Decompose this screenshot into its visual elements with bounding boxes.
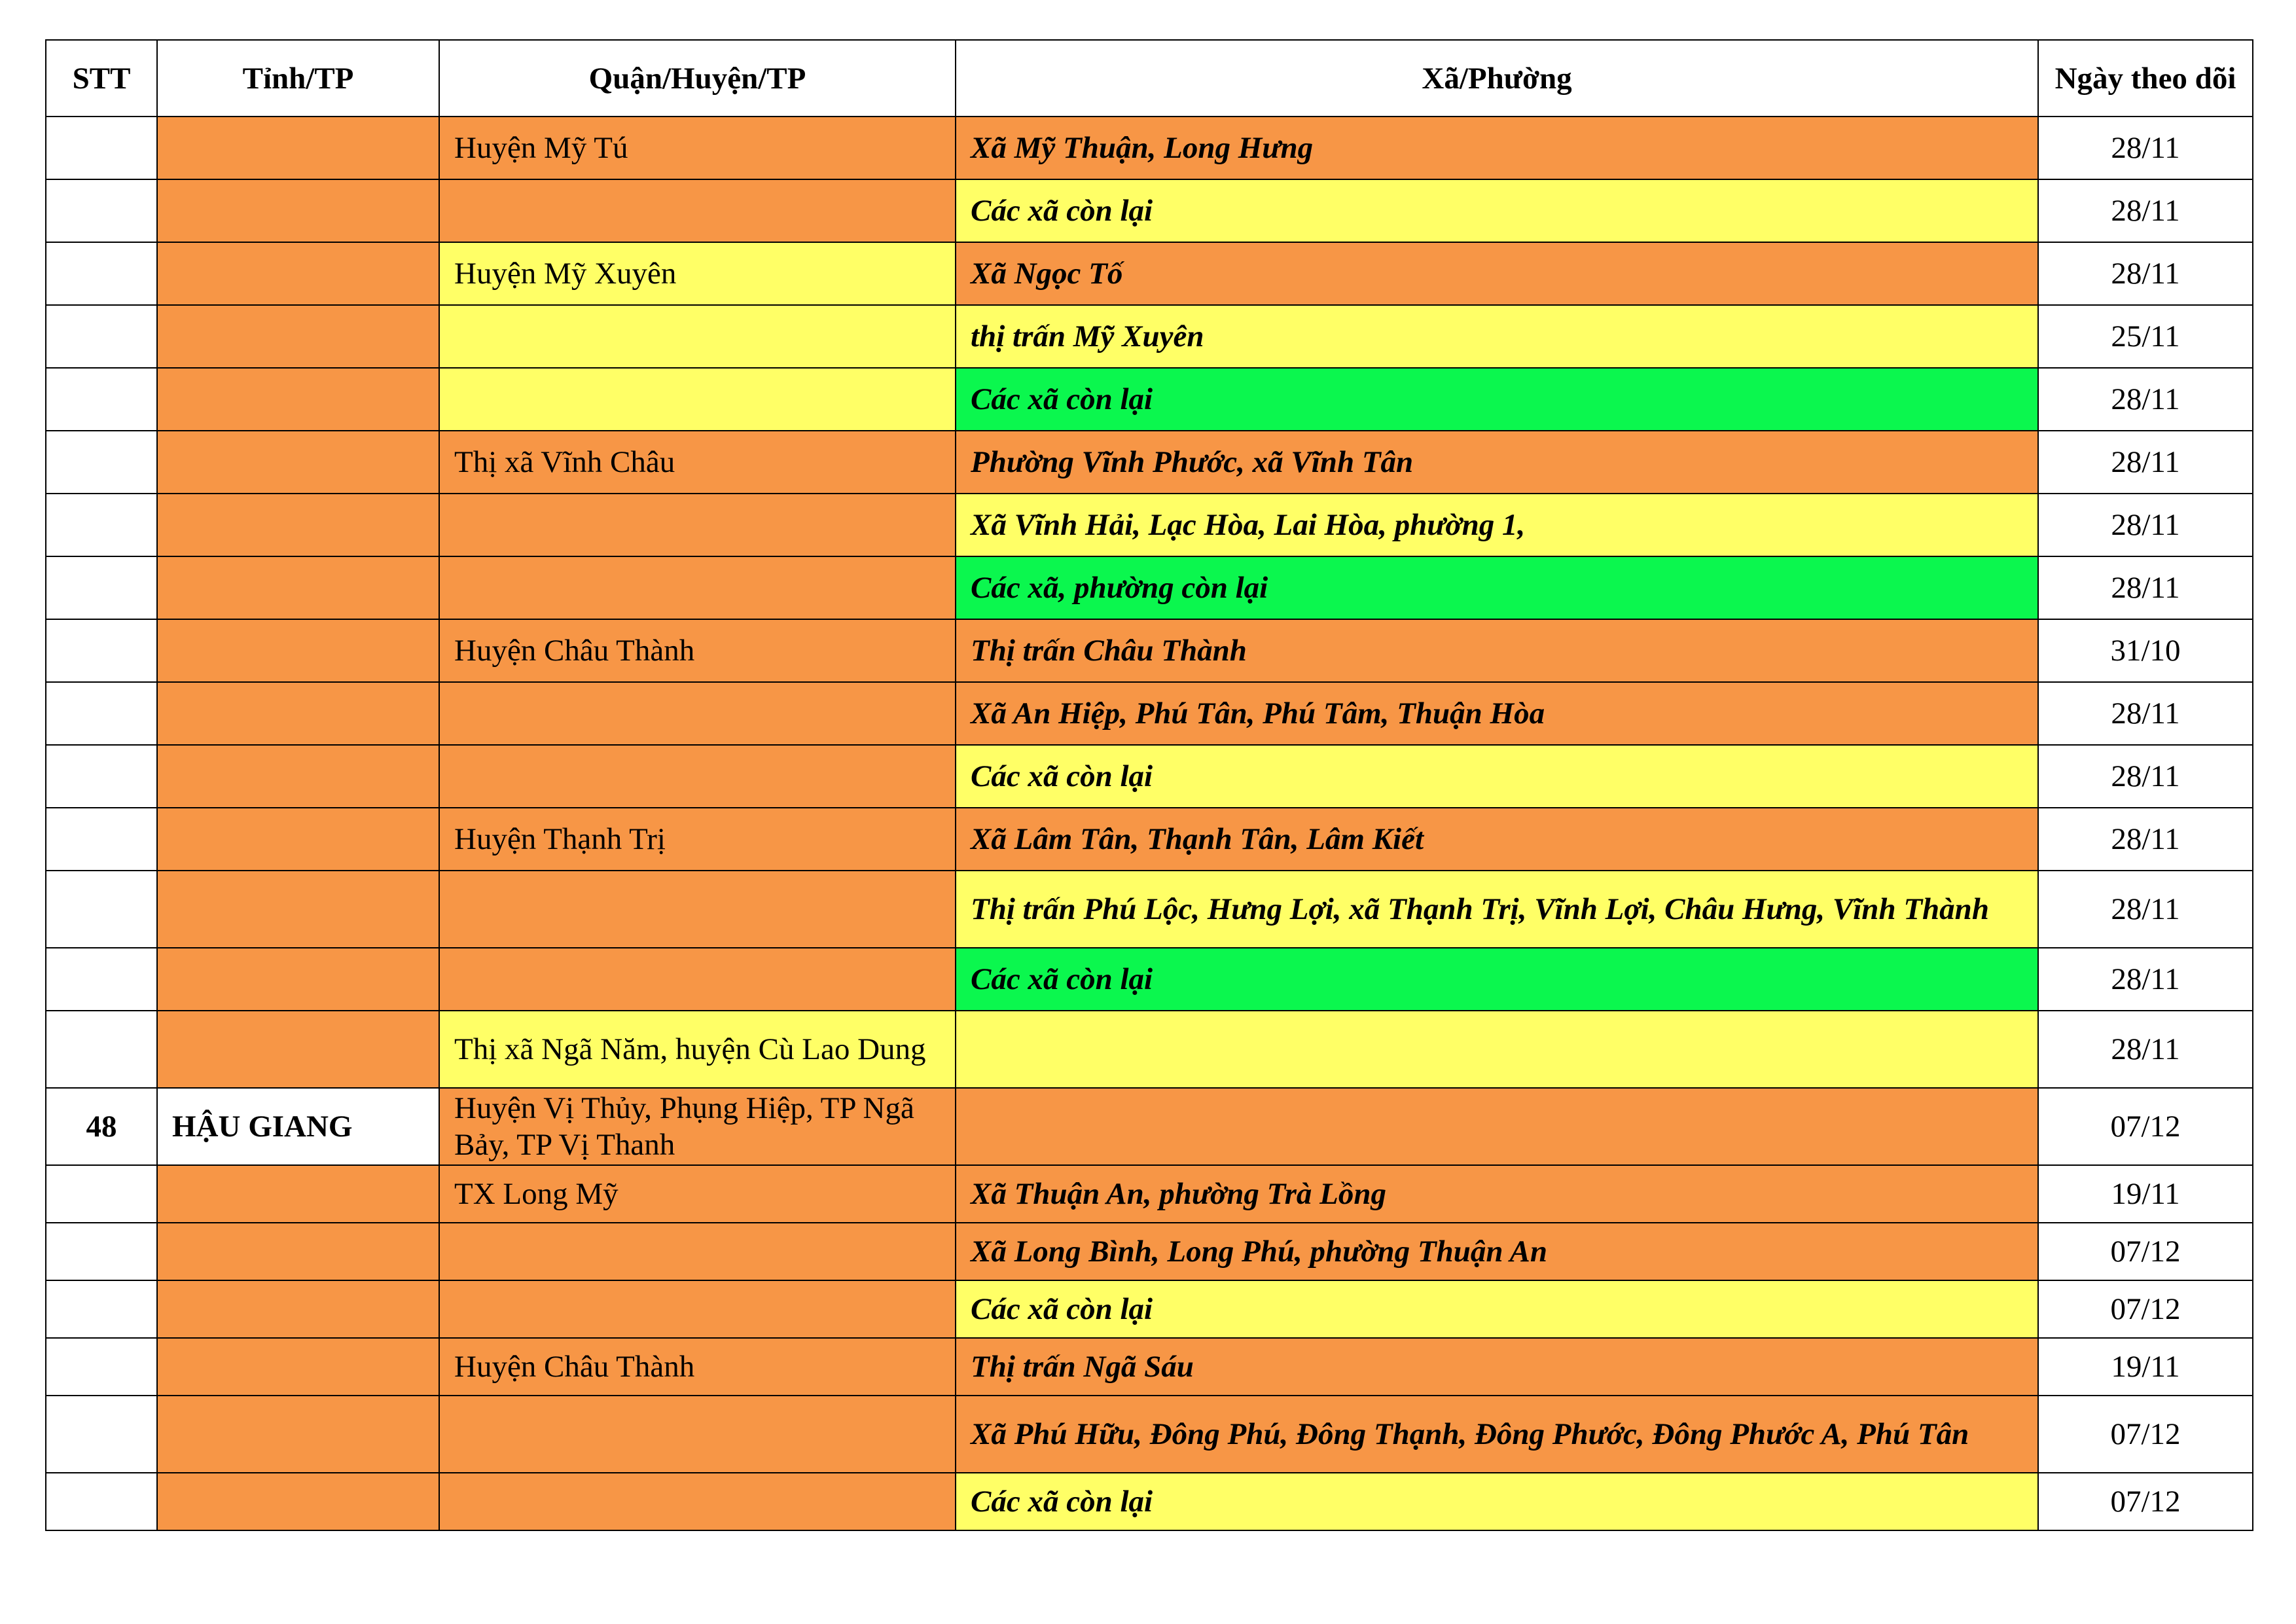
stt-cell	[46, 242, 157, 305]
ward-cell: Các xã còn lại	[956, 745, 2038, 808]
stt-cell	[46, 808, 157, 871]
table-row	[46, 682, 2253, 745]
ward-cell	[956, 1088, 2038, 1165]
ward-cell: Xã Mỹ Thuận, Long Hưng	[956, 117, 2038, 179]
date-cell: 28/11	[2038, 556, 2253, 619]
header-stt: STT	[46, 40, 157, 117]
ward-cell: thị trấn Mỹ Xuyên	[956, 305, 2038, 368]
stt-cell	[46, 1280, 157, 1338]
date-cell: 28/11	[2038, 1011, 2253, 1088]
header-district: Quận/Huyện/TP	[439, 40, 956, 117]
header-ward: Xã/Phường	[956, 40, 2038, 117]
province-cell	[157, 1396, 439, 1473]
province-cell	[157, 619, 439, 682]
table-row	[46, 242, 2253, 305]
ward-cell: Các xã còn lại	[956, 368, 2038, 431]
district-cell	[439, 494, 956, 556]
stt-cell	[46, 1223, 157, 1280]
province-cell	[157, 1011, 439, 1088]
stt-cell	[46, 1338, 157, 1396]
table-row	[46, 1338, 2253, 1396]
district-cell	[439, 682, 956, 745]
district-cell	[439, 1473, 956, 1530]
stt-cell	[46, 431, 157, 494]
stt-cell	[46, 117, 157, 179]
stt-cell	[46, 1396, 157, 1473]
district-cell: Huyện Mỹ Tú	[439, 117, 956, 179]
province-cell	[157, 1338, 439, 1396]
district-cell	[439, 179, 956, 242]
ward-cell: Xã Thuận An, phường Trà Lồng	[956, 1165, 2038, 1223]
stt-cell	[46, 368, 157, 431]
table-row	[46, 948, 2253, 1011]
province-cell	[157, 556, 439, 619]
table-row	[46, 1088, 2253, 1165]
province-cell: HẬU GIANG	[157, 1088, 439, 1165]
stt-cell	[46, 619, 157, 682]
stt-cell	[46, 871, 157, 948]
stt-cell	[46, 1165, 157, 1223]
district-cell	[439, 556, 956, 619]
ward-cell: Các xã còn lại	[956, 179, 2038, 242]
district-cell: Huyện Châu Thành	[439, 1338, 956, 1396]
province-cell	[157, 1165, 439, 1223]
date-cell: 07/12	[2038, 1396, 2253, 1473]
ward-cell: Các xã còn lại	[956, 948, 2038, 1011]
table-row	[46, 1473, 2253, 1530]
province-cell	[157, 431, 439, 494]
district-cell	[439, 305, 956, 368]
district-cell: Huyện Thạnh Trị	[439, 808, 956, 871]
province-cell	[157, 948, 439, 1011]
stt-cell	[46, 494, 157, 556]
table-row	[46, 1396, 2253, 1473]
table-row	[46, 1223, 2253, 1280]
province-cell	[157, 808, 439, 871]
date-cell: 07/12	[2038, 1473, 2253, 1530]
district-cell	[439, 948, 956, 1011]
date-cell: 28/11	[2038, 808, 2253, 871]
province-cell	[157, 242, 439, 305]
district-cell: Huyện Vị Thủy, Phụng Hiệp, TP Ngã Bảy, TP Vị Thanh	[439, 1088, 956, 1165]
district-cell	[439, 871, 956, 948]
table-row	[46, 431, 2253, 494]
ward-cell: Các xã còn lại	[956, 1280, 2038, 1338]
table-row	[46, 179, 2253, 242]
date-cell: 28/11	[2038, 431, 2253, 494]
stt-cell	[46, 556, 157, 619]
stt-cell	[46, 1473, 157, 1530]
date-cell: 28/11	[2038, 117, 2253, 179]
date-cell: 28/11	[2038, 242, 2253, 305]
table-row	[46, 556, 2253, 619]
table-row	[46, 1011, 2253, 1088]
date-cell: 28/11	[2038, 948, 2253, 1011]
table-row	[46, 1280, 2253, 1338]
district-cell	[439, 1396, 956, 1473]
date-cell: 28/11	[2038, 871, 2253, 948]
zone-table	[45, 39, 2253, 1531]
district-cell: Thị xã Ngã Năm, huyện Cù Lao Dung	[439, 1011, 956, 1088]
table-row	[46, 305, 2253, 368]
table-row	[46, 619, 2253, 682]
date-cell: 19/11	[2038, 1338, 2253, 1396]
stt-cell	[46, 682, 157, 745]
province-cell	[157, 1473, 439, 1530]
date-cell: 07/12	[2038, 1280, 2253, 1338]
date-cell: 28/11	[2038, 745, 2253, 808]
table-row	[46, 117, 2253, 179]
district-cell	[439, 368, 956, 431]
district-cell	[439, 745, 956, 808]
ward-cell: Các xã, phường còn lại	[956, 556, 2038, 619]
ward-cell: Các xã còn lại	[956, 1473, 2038, 1530]
date-cell: 28/11	[2038, 368, 2253, 431]
date-cell: 07/12	[2038, 1088, 2253, 1165]
ward-cell: Thị trấn Châu Thành	[956, 619, 2038, 682]
stt-cell: 48	[46, 1088, 157, 1165]
province-cell	[157, 305, 439, 368]
stt-cell	[46, 1011, 157, 1088]
ward-cell: Thị trấn Ngã Sáu	[956, 1338, 2038, 1396]
ward-cell	[956, 1011, 2038, 1088]
header-province: Tỉnh/TP	[157, 40, 439, 117]
province-cell	[157, 1223, 439, 1280]
province-cell	[157, 368, 439, 431]
province-cell	[157, 494, 439, 556]
stt-cell	[46, 948, 157, 1011]
date-cell: 28/11	[2038, 682, 2253, 745]
stt-cell	[46, 745, 157, 808]
ward-cell: Thị trấn Phú Lộc, Hưng Lợi, xã Thạnh Trị, Vĩnh Lợi, Châu Hưng, Vĩnh Thành	[956, 871, 2038, 948]
district-cell	[439, 1280, 956, 1338]
date-cell: 28/11	[2038, 494, 2253, 556]
table-row	[46, 1165, 2253, 1223]
stt-cell	[46, 305, 157, 368]
table-row	[46, 368, 2253, 431]
date-cell: 19/11	[2038, 1165, 2253, 1223]
district-cell: Thị xã Vĩnh Châu	[439, 431, 956, 494]
date-cell: 31/10	[2038, 619, 2253, 682]
stt-cell	[46, 179, 157, 242]
table-row	[46, 808, 2253, 871]
table-row	[46, 494, 2253, 556]
ward-cell: Xã Long Bình, Long Phú, phường Thuận An	[956, 1223, 2038, 1280]
ward-cell: Phường Vĩnh Phước, xã Vĩnh Tân	[956, 431, 2038, 494]
date-cell: 28/11	[2038, 179, 2253, 242]
province-cell	[157, 682, 439, 745]
province-cell	[157, 179, 439, 242]
ward-cell: Xã Vĩnh Hải, Lạc Hòa, Lai Hòa, phường 1,	[956, 494, 2038, 556]
table-row	[46, 745, 2253, 808]
province-cell	[157, 1280, 439, 1338]
ward-cell: Xã Ngọc Tố	[956, 242, 2038, 305]
district-cell	[439, 1223, 956, 1280]
province-cell	[157, 745, 439, 808]
ward-cell: Xã Lâm Tân, Thạnh Tân, Lâm Kiết	[956, 808, 2038, 871]
header-date: Ngày theo dõi	[2038, 40, 2253, 117]
province-cell	[157, 117, 439, 179]
date-cell: 07/12	[2038, 1223, 2253, 1280]
ward-cell: Xã Phú Hữu, Đông Phú, Đông Thạnh, Đông Phước, Đông Phước A, Phú Tân	[956, 1396, 2038, 1473]
province-cell	[157, 871, 439, 948]
header-row	[46, 40, 2253, 117]
date-cell: 25/11	[2038, 305, 2253, 368]
district-cell: TX Long Mỹ	[439, 1165, 956, 1223]
ward-cell: Xã An Hiệp, Phú Tân, Phú Tâm, Thuận Hòa	[956, 682, 2038, 745]
district-cell: Huyện Châu Thành	[439, 619, 956, 682]
district-cell: Huyện Mỹ Xuyên	[439, 242, 956, 305]
table-row	[46, 871, 2253, 948]
